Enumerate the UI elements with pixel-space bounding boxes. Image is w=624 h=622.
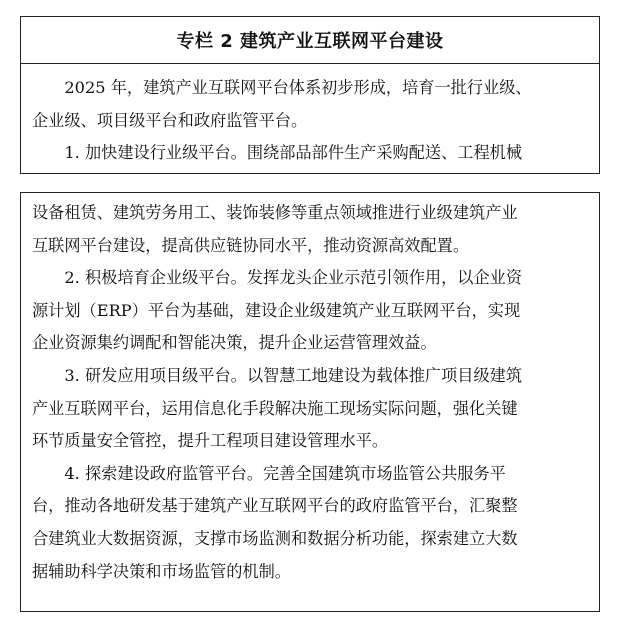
text-line: 互联网平台建设，提高供应链协同水平，推动资源高效配置。 xyxy=(32,235,470,255)
text-line: 2025 年，建筑产业互联网平台体系初步形成，培育一批行业级、 xyxy=(32,78,532,97)
text-line: 源计划（ERP）平台为基础，建设企业级建筑产业互联网平台，实现 xyxy=(32,300,521,320)
column-box-bottom xyxy=(20,192,600,612)
column-box-top xyxy=(20,16,600,174)
column-body-bottom xyxy=(21,193,599,588)
text-line: 企业级、项目级平台和政府监管平台。 xyxy=(32,110,308,130)
text-line: 设备租赁、建筑劳务用工、装饰装修等重点领域推进行业级建筑产业 xyxy=(32,203,518,222)
text-line: 4. 探索建设政府监管平台。完善全国建筑市场监管公共服务平 xyxy=(32,463,506,483)
text-line: 据辅助科学决策和市场监管的机制。 xyxy=(32,561,291,581)
text-line: 2. 积极培育企业级平台。发挥龙头企业示范引领作用，以企业资 xyxy=(32,268,523,288)
text-line: 环节质量安全管控，提升工程项目建设管理水平。 xyxy=(32,431,389,451)
text-line: 产业互联网平台，运用信息化手段解决施工现场实际问题，强化关键 xyxy=(32,398,518,418)
text-line: 1. 加快建设行业级平台。围绕部品部件生产采购配送、工程机械 xyxy=(32,143,523,163)
text-line: 台，推动各地研发基于建筑产业互联网平台的政府监管平台，汇聚整 xyxy=(32,496,518,516)
text-line: 合建筑业大数据资源，支撑市场监测和数据分析功能，探索建立大数 xyxy=(32,528,518,548)
text-line: 企业资源集约调配和智能决策，提升企业运营管理效益。 xyxy=(32,333,437,353)
column-title: 专栏 2 建筑产业互联网平台建设 xyxy=(21,17,599,64)
text-line: 3. 研发应用项目级平台。以智慧工地建设为载体推广项目级建筑 xyxy=(32,365,523,385)
column-body-top xyxy=(21,64,599,170)
